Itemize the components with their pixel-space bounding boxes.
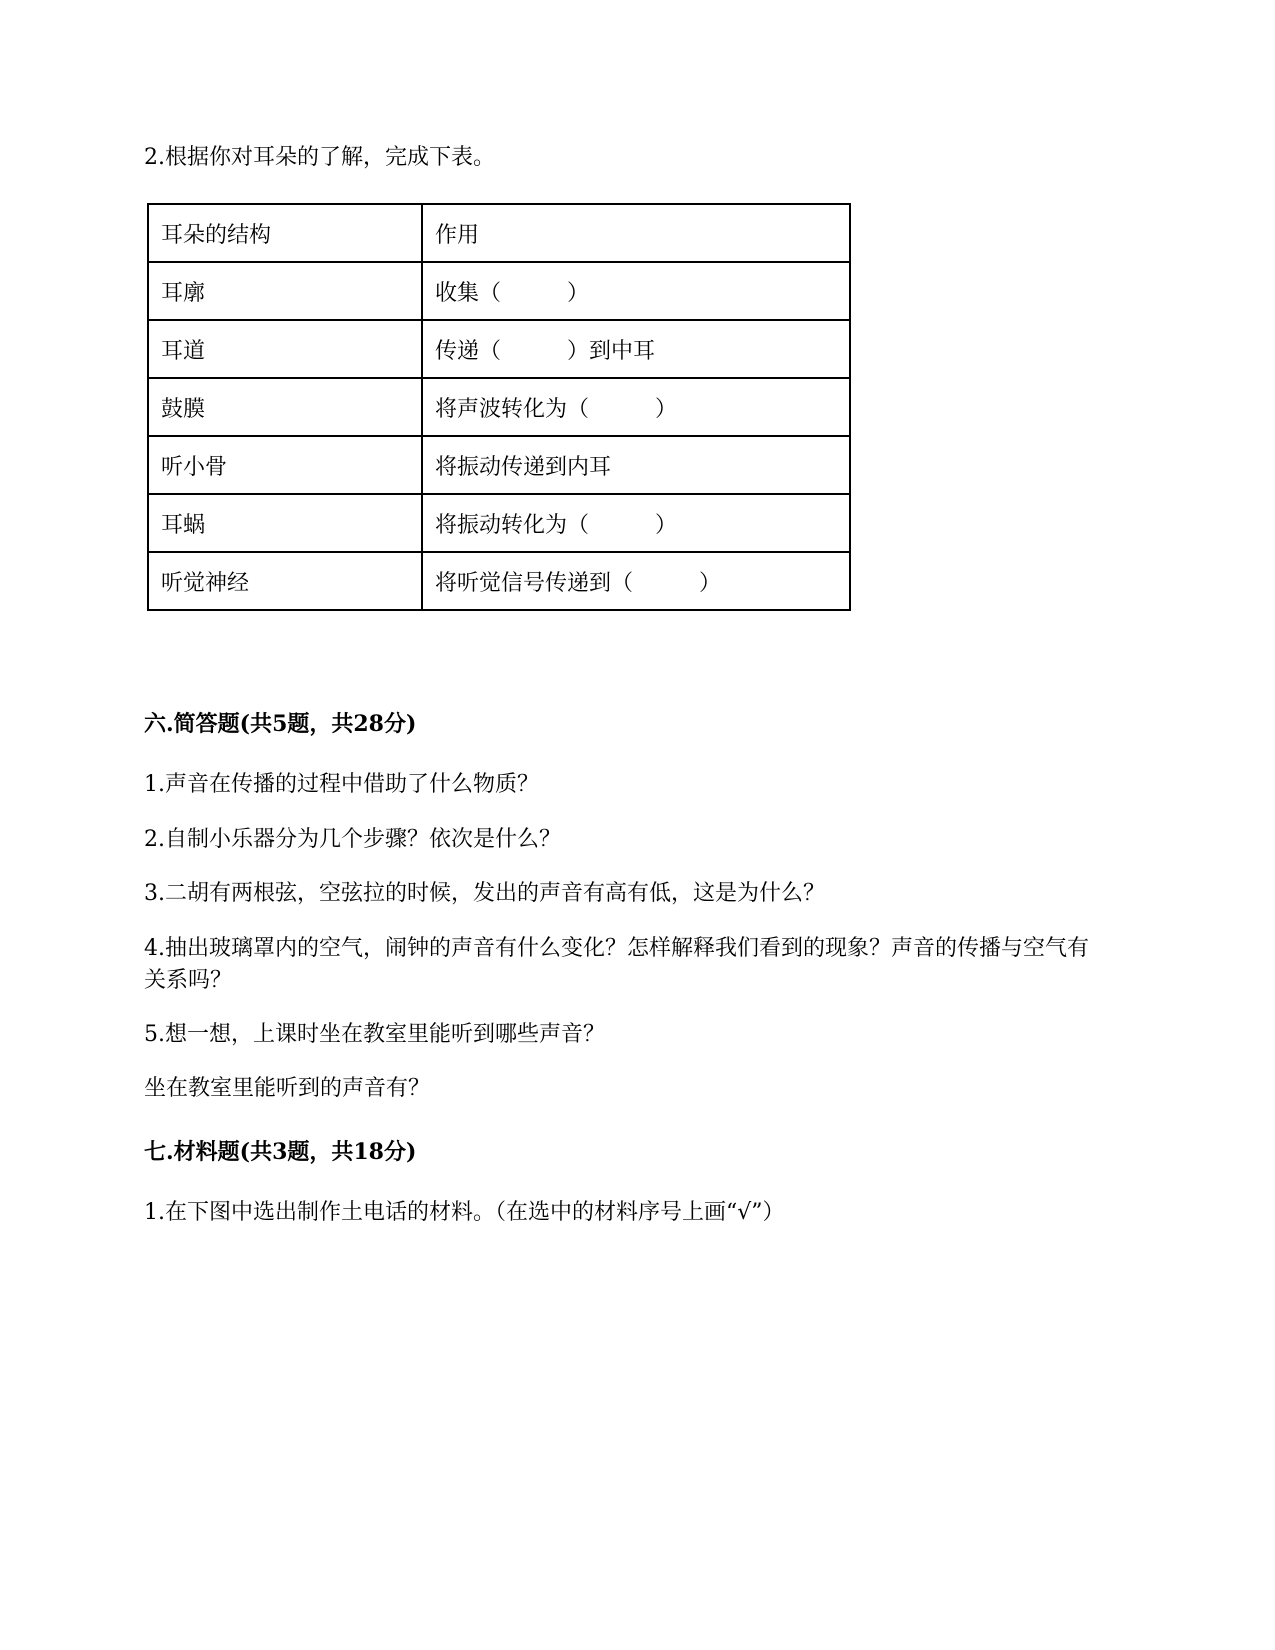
table-cell: 将振动传递到内耳 [422,436,850,494]
question-text: 5.想一想，上课时坐在教室里能听到哪些声音？ [144,1022,605,1047]
table-header-cell: 耳朵的结构 [148,204,422,262]
answer-prompt: 坐在教室里能听到的声音有？ [144,1076,431,1101]
table-cell: 将声波转化为（ ） [422,378,850,436]
question-text: 1.在下图中选出制作土电话的材料。（在选中的材料序号上画“√”） [144,1200,785,1225]
table-cell: 听小骨 [148,436,422,494]
table-cell: 收集（ ） [422,262,850,320]
table-cell: 耳廓 [148,262,422,320]
table-row [148,436,850,494]
table-row [148,494,850,552]
ear-structure-table [147,203,851,611]
question-text: 3.二胡有两根弦，空弦拉的时候，发出的声音有高有低，这是为什么？ [144,881,825,906]
table-cell: 耳道 [148,320,422,378]
table-cell: 鼓膜 [148,378,422,436]
table-header-row [148,204,850,262]
question-text: 1.声音在传播的过程中借助了什么物质？ [144,772,539,797]
table-cell: 传递（ ）到中耳 [422,320,850,378]
table-cell: 将听觉信号传递到（ ） [422,552,850,610]
table-row [148,552,850,610]
table-cell: 将振动转化为（ ） [422,494,850,552]
table-cell: 耳蜗 [148,494,422,552]
section-heading: 六.简答题(共5题，共28分) [144,711,417,737]
question-text: 2.自制小乐器分为几个步骤？依次是什么？ [144,827,561,852]
table-row [148,320,850,378]
table-row [148,262,850,320]
table-header-cell: 作用 [422,204,850,262]
table-cell: 听觉神经 [148,552,422,610]
table-row [148,378,850,436]
question-text: 4.抽出玻璃罩内的空气，闹钟的声音有什么变化？怎样解释我们看到的现象？声音的传播与空气有关系吗？ [144,936,1089,993]
question-text: 2.根据你对耳朵的了解，完成下表。 [144,145,495,170]
section-heading: 七.材料题(共3题，共18分) [144,1139,417,1165]
